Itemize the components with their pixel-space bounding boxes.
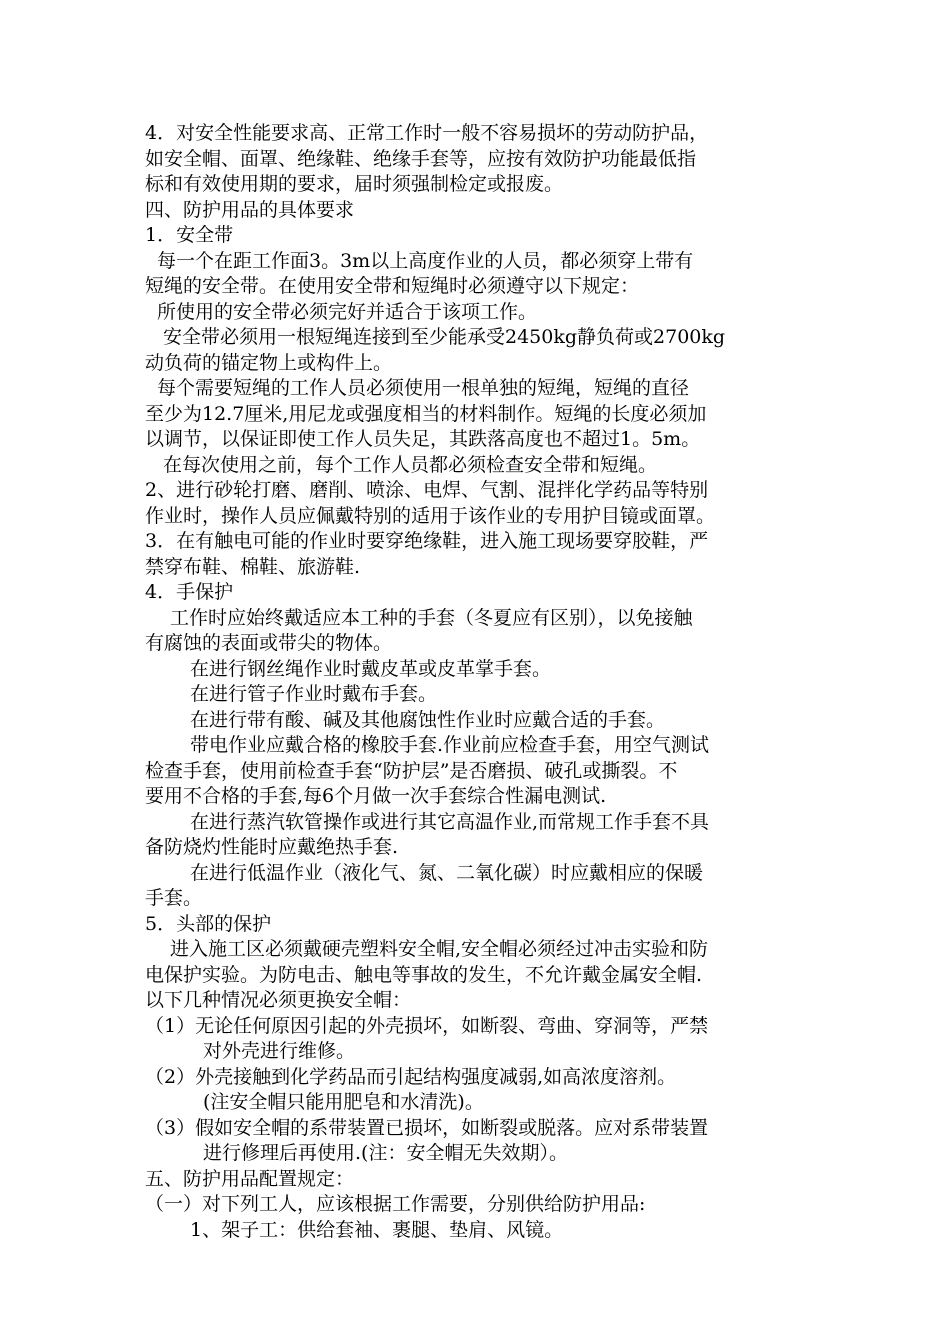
text-line: 所使用的安全带必须完好并适合于该项工作。 [157, 300, 538, 323]
section-heading: 四、防护用品的具体要求 [145, 198, 355, 221]
section-heading: 五、防护用品配置规定： [145, 1167, 355, 1190]
text-line: 短绳的安全带。在使用安全带和短绳时必须遵守以下规定： [145, 275, 640, 297]
text-line: 安全带必须用一根短绳连接到至少能承受2450kg静负荷或2700kg [163, 326, 726, 348]
text-line: 以调节，以保证即使工作人员失足，其跌落高度也不超过1。5m。 [145, 428, 701, 450]
subsection-heading: 4．手保护 [145, 581, 234, 603]
text-line: 动负荷的锚定物上或构件上。 [145, 351, 393, 374]
text-line: 如安全帽、面罩、绝缘鞋、绝缘手套等，应按有效防护功能最低指 [145, 147, 697, 170]
list-item: （2）外壳接触到化学药品而引起结构强度减弱,如高浓度溶剂。 [145, 1065, 677, 1088]
text-line: 有腐蚀的表面或带尖的物体。 [145, 632, 393, 654]
document-body [145, 121, 815, 1243]
text-line: 在进行带有酸、碱及其他腐蚀性作业时应戴合适的手套。 [190, 708, 666, 731]
text-line: 4．对安全性能要求高、正常工作时一般不容易损坏的劳动防护品， [145, 122, 709, 144]
text-line: 进入施工区必须戴硬壳塑料安全帽,安全帽必须经过冲击实验和防 [170, 938, 709, 960]
subsection-heading: 1．安全带 [145, 224, 234, 246]
text-line: 带电作业应戴合格的橡胶手套.作业前应检查手套，用空气测试 [190, 734, 710, 756]
text-line: 2、进行砂轮打磨、磨削、喷涂、电焊、气割、混拌化学药品等特别 [145, 479, 709, 501]
text-line: 至少为12.7厘米,用尼龙或强度相当的材料制作。短绳的长度必须加 [145, 402, 707, 425]
subsection-heading: 5．头部的保护 [145, 912, 272, 935]
text-line: 检查手套，使用前检查手套“防护层”是否磨损、破孔或撕裂。不 [145, 759, 678, 782]
text-line: 在进行蒸汽软管操作或进行其它高温作业,而常规工作手套不具 [190, 810, 710, 833]
list-item: （1）无论任何原因引起的外壳损坏，如断裂、弯曲、穿洞等，严禁 [145, 1014, 709, 1037]
text-line: 对外壳进行维修。 [203, 1040, 356, 1062]
text-line: 禁穿布鞋、棉鞋、旅游鞋. [145, 555, 361, 578]
list-item: 1、架子工：供给套袖、裹腿、垫肩、风镜。 [190, 1218, 564, 1241]
list-item: （3）假如安全帽的系带装置已损坏，如断裂或脱落。应对系带装置 [145, 1116, 709, 1139]
text-line: 在进行低温作业（液化气、氮、二氧化碳）时应戴相应的保暖 [190, 861, 704, 884]
text-line: 以下几种情况必须更换安全帽： [145, 989, 412, 1011]
list-item: （一）对下列工人，应该根据工作需要，分别供给防护用品: [145, 1193, 646, 1215]
text-line: 每个需要短绳的工作人员必须使用一根单独的短绳，短绳的直径 [157, 377, 690, 399]
text-line: 要用不合格的手套,每6个月做一次手套综合性漏电测试. [145, 785, 607, 807]
text-line: (注安全帽只能用肥皂和水清洗)。 [203, 1091, 484, 1113]
text-line: 在进行管子作业时戴布手套。 [190, 683, 438, 705]
text-line: 手套。 [145, 887, 203, 909]
text-line: 标和有效使用期的要求，届时须强制检定或报废。 [145, 173, 564, 195]
text-line: 进行修理后再使用.(注：安全帽无失效期）。 [203, 1142, 568, 1164]
text-line: 作业时，操作人员应佩戴特别的适用于该作业的专用护目镜或面罩。 [145, 504, 716, 527]
text-line: 3．在有触电可能的作业时要穿绝缘鞋，进入施工现场要穿胶鞋，严 [145, 530, 709, 552]
text-line: 在进行钢丝绳作业时戴皮革或皮革掌手套。 [190, 657, 552, 680]
text-line: 电保护实验。为防电击、触电等事故的发生，不允许戴金属安全帽. [145, 963, 703, 986]
text-line: 备防烧灼性能时应戴绝热手套. [145, 836, 399, 858]
text-line: 在每次使用之前，每个工作人员都必须检查安全带和短绳。 [163, 453, 658, 476]
text-line: 每一个在距工作面3。3m以上高度作业的人员，都必须穿上带有 [157, 249, 694, 272]
text-line: 工作时应始终戴适应本工种的手套（冬夏应有区别），以免接触 [170, 606, 693, 629]
